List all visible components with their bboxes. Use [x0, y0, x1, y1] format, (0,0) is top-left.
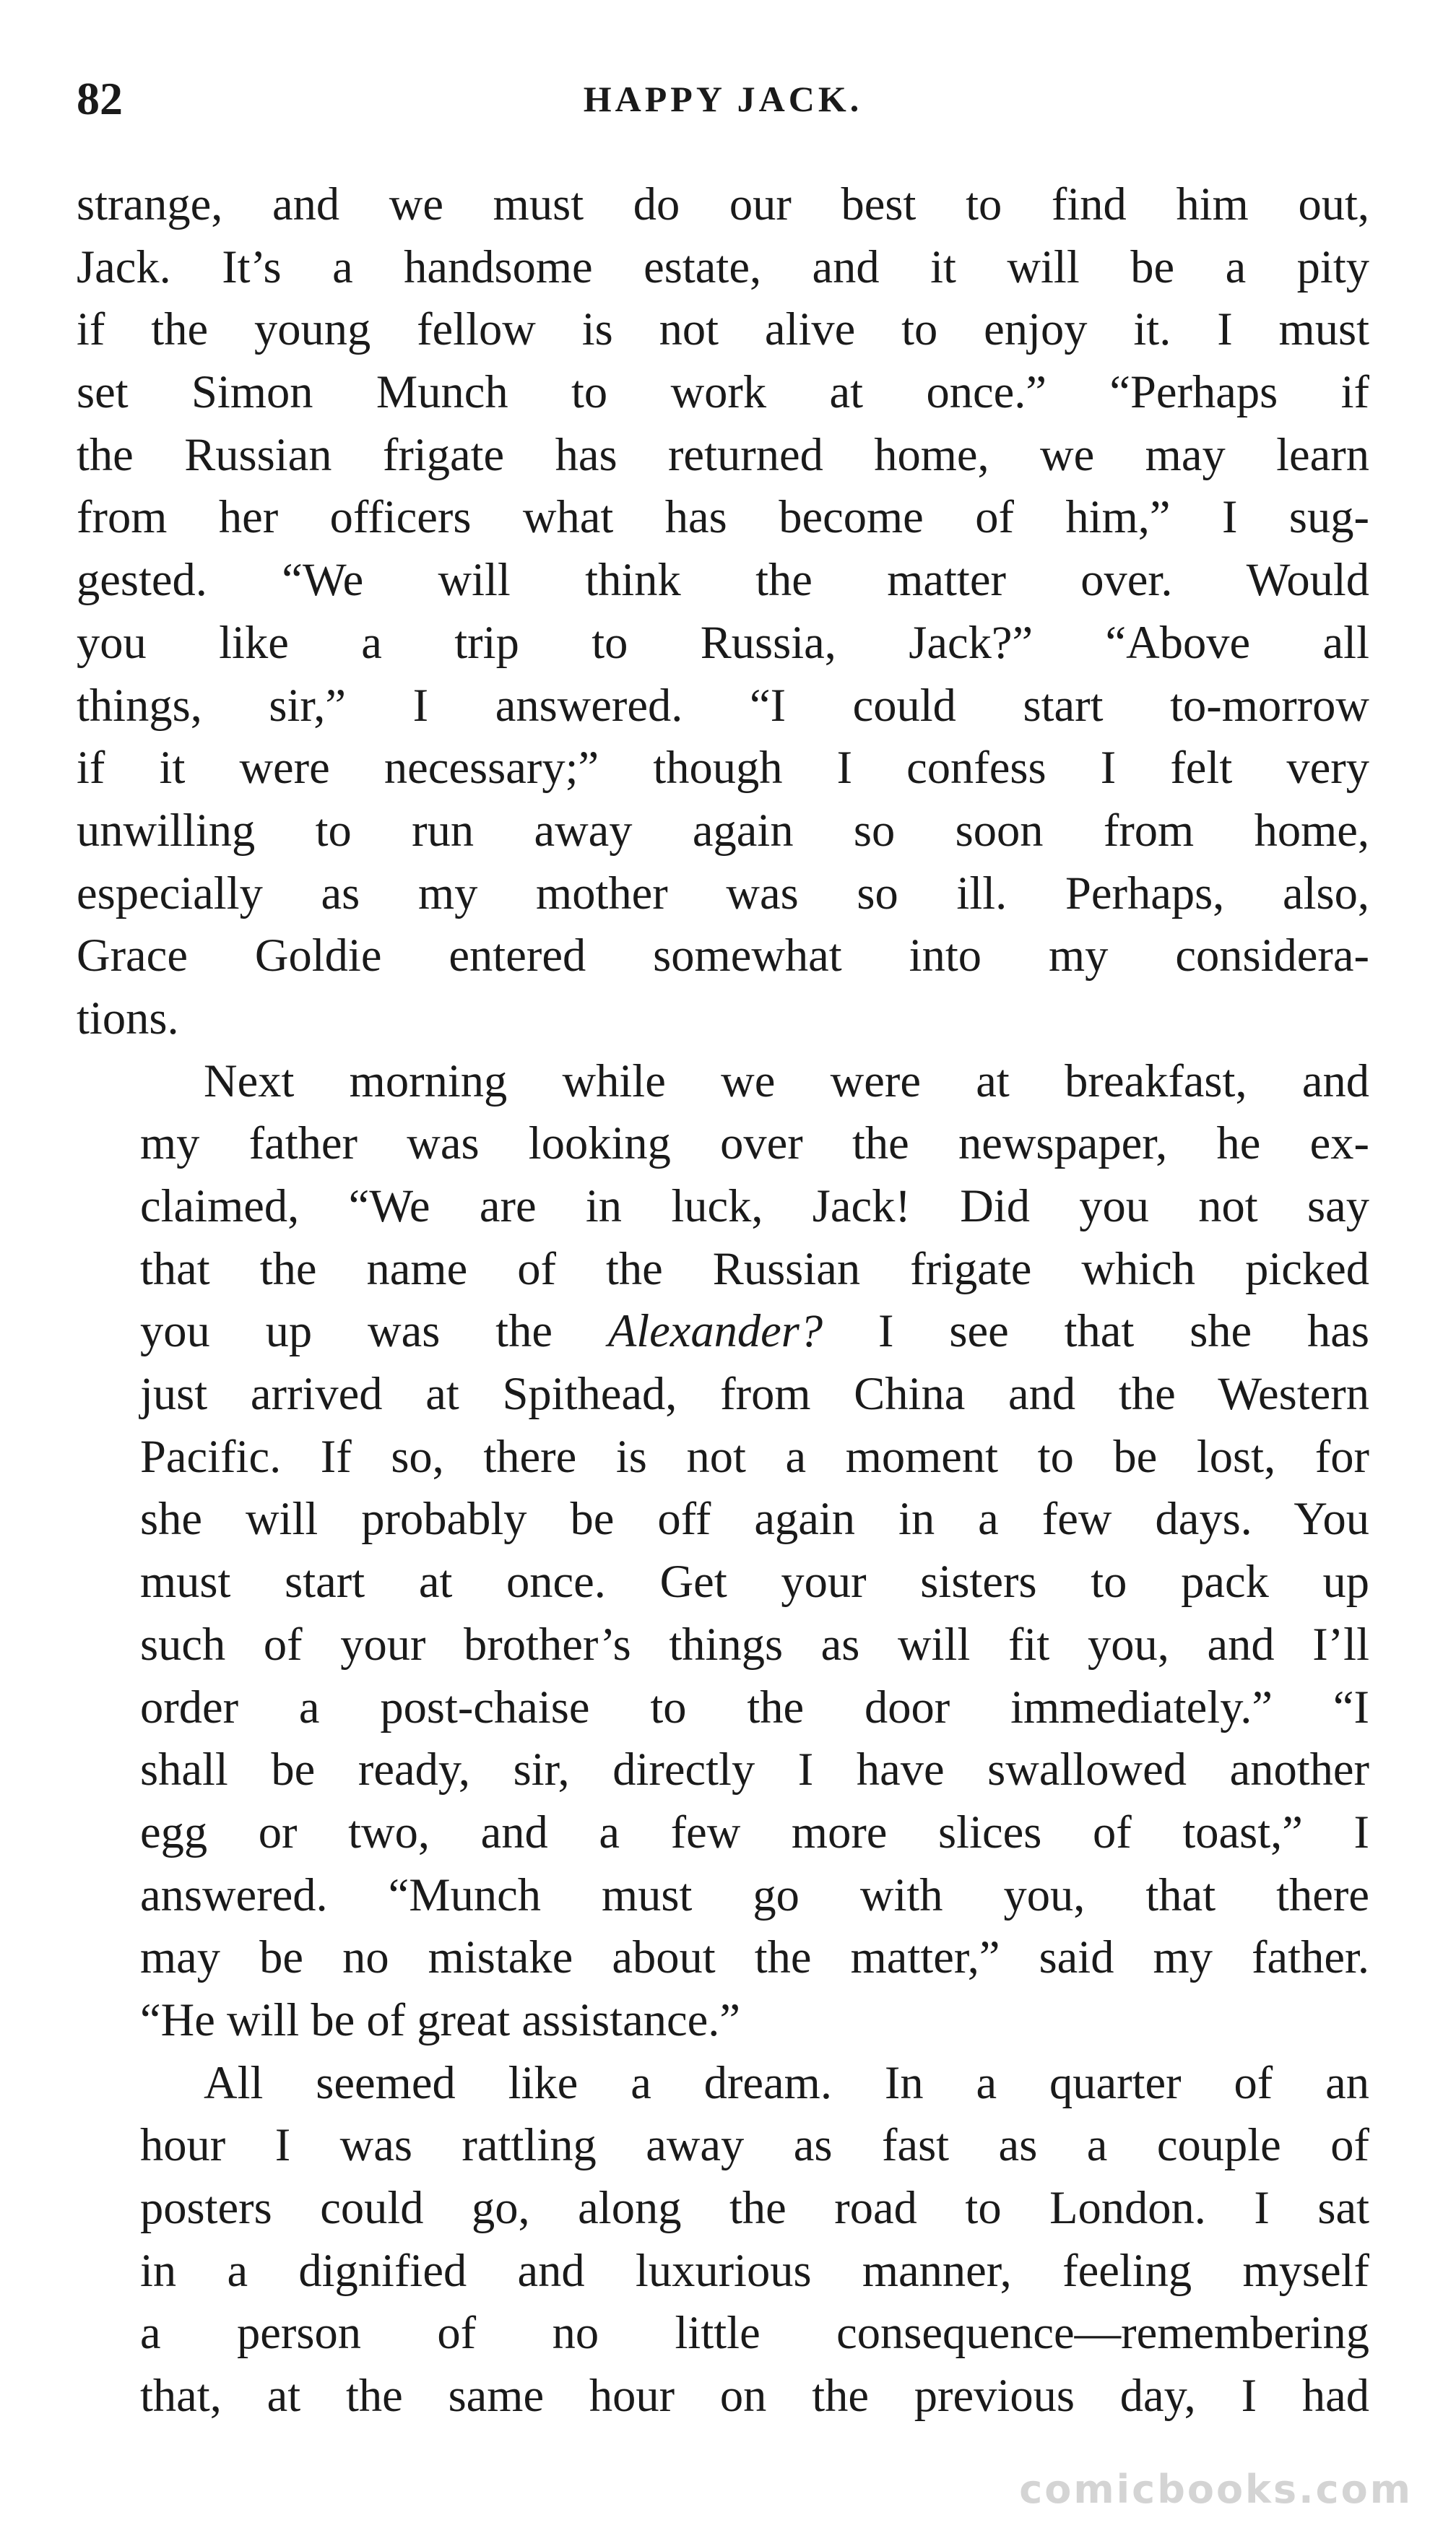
text-line: just arrived at Spithead, from China and the Western	[140, 1368, 1369, 1420]
text-line: may be no mistake about the matter,” said my father.	[140, 1931, 1369, 1983]
paragraph-3	[77, 2052, 1369, 2428]
page-header	[77, 66, 1369, 131]
text-line: must start at once. Get your sisters to pack up	[140, 1556, 1369, 1608]
text-line: Next morning while we were at breakfast, and	[204, 1055, 1369, 1107]
text-line: Grace Goldie entered somewhat into my considera-	[77, 930, 1369, 982]
text-segment: I see that she has	[878, 1305, 1369, 1357]
text-line: if it were necessary;” though I confess I felt very	[77, 742, 1369, 794]
body-text	[77, 173, 1369, 2428]
text-line: things, sir,” I answered. “I could start to-morrow	[77, 679, 1369, 731]
text-line: strange, and we must do our best to find him out,	[77, 178, 1369, 230]
text-line: “He will be of great assistance.”	[140, 1994, 740, 2046]
text-line: Jack. It’s a handsome estate, and it will be a pity	[77, 241, 1369, 293]
text-line: egg or two, and a few more slices of toast,” I	[140, 1806, 1369, 1858]
text-line-with-italic	[77, 1300, 1369, 1363]
text-line: posters could go, along the road to London. I sat	[140, 2182, 1369, 2233]
text-line: such of your brother’s things as will fit you, and I’ll	[140, 1618, 1369, 1670]
text-line: set Simon Munch to work at once.” “Perhaps if	[77, 366, 1369, 418]
text-line: a person of no little consequence—remembering	[140, 2307, 1369, 2359]
text-line: my father was looking over the newspaper, he ex-	[140, 1117, 1369, 1169]
text-line: that the name of the Russian frigate which picked	[140, 1242, 1369, 1294]
text-line: gested. “We will think the matter over. Would	[77, 554, 1369, 606]
text-line: answered. “Munch must go with you, that there	[140, 1869, 1369, 1921]
paragraph-2	[77, 1050, 1369, 2052]
text-line: you like a trip to Russia, Jack?” “Above all	[77, 616, 1369, 668]
text-line: hour I was rattling away as fast as a couple of	[140, 2119, 1369, 2171]
text-line: shall be ready, sir, directly I have swallowed another	[140, 1744, 1369, 1796]
text-line: All seemed like a dream. In a quarter of an	[204, 2056, 1369, 2108]
page-number: 82	[77, 73, 123, 124]
text-line: if the young fellow is not alive to enjoy it. I must	[77, 303, 1369, 355]
text-line: order a post-chaise to the door immediately.” “I	[140, 1681, 1369, 1733]
text-line: tions.	[77, 992, 179, 1044]
text-line: in a dignified and luxurious manner, feeling myself	[140, 2244, 1369, 2296]
text-line: from her officers what has become of him,” I sug-	[77, 491, 1369, 543]
text-segment: you up was the	[140, 1305, 552, 1357]
paragraph-1	[77, 173, 1369, 1050]
watermark: comicbooks.com	[1019, 2467, 1413, 2512]
text-line: especially as my mother was so ill. Perhaps, also,	[77, 867, 1369, 919]
text-line: the Russian frigate has returned home, we may learn	[77, 428, 1369, 480]
text-line: she will probably be off again in a few days. You	[140, 1493, 1369, 1545]
text-line: Pacific. If so, there is not a moment to be lost, for	[140, 1430, 1369, 1482]
text-line: unwilling to run away again so soon from home,	[77, 804, 1369, 856]
text-line: claimed, “We are in luck, Jack! Did you not say	[140, 1180, 1369, 1231]
ship-name: Alexander?	[607, 1305, 823, 1357]
running-title: HAPPY JACK.	[583, 79, 863, 119]
text-line: that, at the same hour on the previous day, I had	[140, 2370, 1369, 2422]
